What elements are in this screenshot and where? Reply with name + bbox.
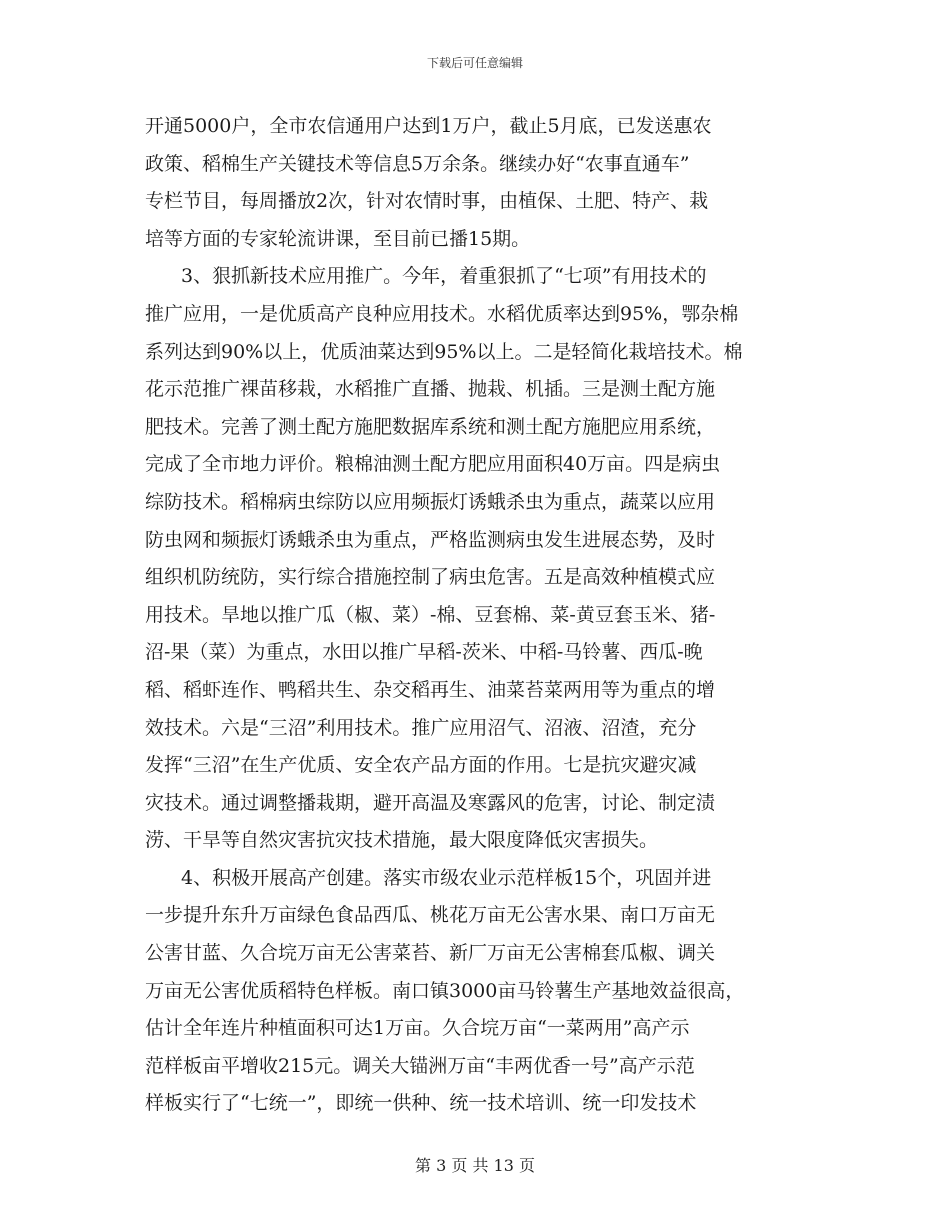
text-line: 灾技术。通过调整播栽期，避开高温及寒露风的危害，讨论、制定渍 bbox=[145, 791, 716, 814]
page-header: 下载后可任意编辑 bbox=[426, 56, 523, 70]
text-line: 开通5000户，全市农信通用户达到1万户，截止5月底，已发送惠农 bbox=[145, 115, 712, 137]
paragraph-start-line: 3、狠抓新技术应用推广。今年，着重狠抓了“七项”有用技术的 bbox=[181, 265, 707, 288]
text-line: 公害甘蓝、久合垸万亩无公害菜苔、新厂万亩无公害棉套瓜椒、调关 bbox=[145, 942, 716, 965]
text-line: 专栏节目，每周播放2次，针对农情时事，由植保、土肥、特产、栽 bbox=[145, 190, 709, 213]
paragraph-start-line: 4、积极开展高产创建。落实市级农业示范样板15个，巩固并进 bbox=[181, 866, 712, 889]
document-body bbox=[145, 108, 805, 1123]
text-line: 系列达到90%以上，优质油菜达到95%以上。二是轻简化栽培技术。棉 bbox=[145, 340, 743, 363]
text-line: 用技术。旱地以推广瓜（椒、菜）-棉、豆套棉、菜-黄豆套玉米、猪- bbox=[145, 603, 716, 626]
text-line: 稻、稻虾连作、鸭稻共生、杂交稻再生、油菜苔菜两用等为重点的增 bbox=[145, 678, 716, 701]
text-line: 完成了全市地力评价。粮棉油测土配方肥应用面积40万亩。四是病虫 bbox=[145, 453, 721, 476]
text-line: 花示范推广裸苗移栽，水稻推广直播、抛栽、机插。三是测土配方施 bbox=[145, 378, 716, 401]
text-line: 沼-果（菜）为重点，水田以推广早稻-茨米、中稻-马铃薯、西瓜-晚 bbox=[145, 641, 703, 664]
text-line: 估计全年连片种植面积可达1万亩。久合垸万亩“一菜两用”高产示 bbox=[145, 1017, 690, 1040]
text-line: 万亩无公害优质稻特色样板。南口镇3000亩马铃薯生产基地效益很高， bbox=[145, 979, 745, 1002]
text-line: 发挥“三沼”在生产优质、安全农产品方面的作用。七是抗灾避灾减 bbox=[145, 754, 697, 777]
text-line: 一步提升东升万亩绿色食品西瓜、桃花万亩无公害水果、南口万亩无 bbox=[145, 904, 716, 927]
page-number-footer: 第 3 页 共 13 页 bbox=[415, 1156, 535, 1175]
text-line: 防虫网和频振灯诱蛾杀虫为重点，严格监测病虫发生进展态势，及时 bbox=[145, 528, 716, 551]
text-line: 效技术。六是“三沼”利用技术。推广应用沼气、沼液、沼渣，充分 bbox=[145, 716, 697, 739]
text-line: 推广应用，一是优质高产良种应用技术。水稻优质率达到95%，鄂杂棉 bbox=[145, 302, 739, 325]
text-line: 综防技术。稻棉病虫综防以应用频振灯诱蛾杀虫为重点，蔬菜以应用 bbox=[145, 490, 716, 513]
text-line: 肥技术。完善了测土配方施肥数据库系统和测土配方施肥应用系统， bbox=[145, 415, 716, 438]
text-line: 涝、干旱等自然灾害抗灾技术措施，最大限度降低灾害损失。 bbox=[145, 829, 659, 852]
text-line: 政策、稻棉生产关键技术等信息5万余条。继续办好“农事直通车” bbox=[145, 152, 690, 175]
text-line: 样板实行了“七统一”，即统一供种、统一技术培训、统一印发技术 bbox=[145, 1092, 697, 1115]
text-line: 培等方面的专家轮流讲课，至目前已播15期。 bbox=[145, 227, 531, 250]
text-line: 组织机防统防，实行综合措施控制了病虫危害。五是高效种植模式应 bbox=[145, 566, 716, 589]
text-line: 范样板亩平增收215元。调关大锚洲万亩“丰两优香一号”高产示范 bbox=[145, 1054, 695, 1077]
